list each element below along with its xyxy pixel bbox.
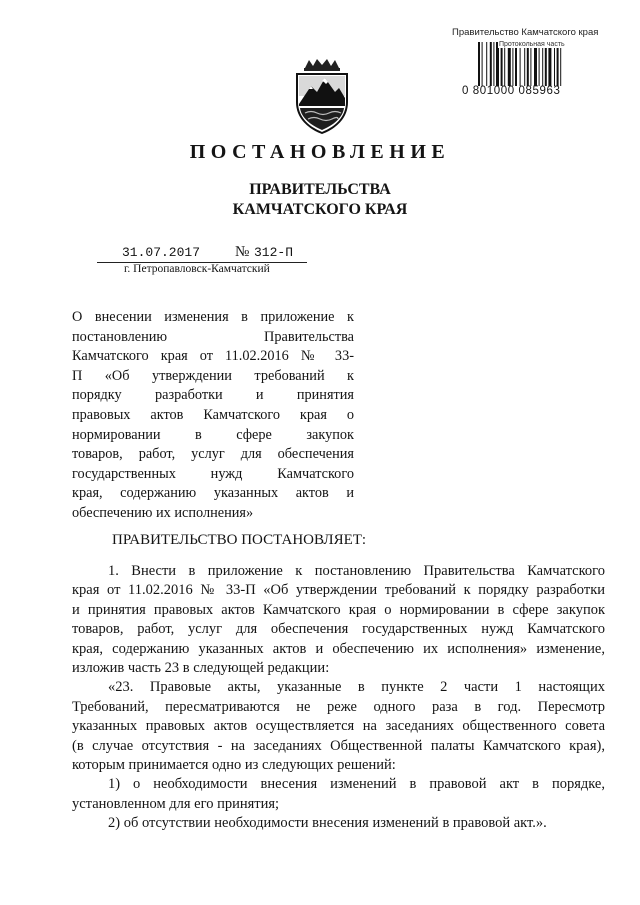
barcode-bar	[530, 42, 531, 86]
barcode-bar	[501, 42, 503, 86]
barcode-bar	[520, 42, 521, 86]
subject-line: государственных нужд Камчатского	[72, 465, 354, 482]
barcode-bar	[545, 42, 547, 86]
barcode-bar	[515, 42, 517, 86]
barcode-bar	[534, 42, 537, 86]
body-line: края, содержанию указанных актов и обеспечению их исполнения» изменение,	[72, 640, 605, 657]
organization-line-2: КАМЧАТСКОГО КРАЯ	[232, 201, 408, 218]
body-line: которым принимается одно из следующих решений:	[72, 757, 396, 774]
subject-line: товаров, работ, услуг для обеспечения	[72, 446, 354, 463]
body-line: «23. Правовые акты, указанные в пункте 2 части 1 настоящих	[108, 679, 605, 696]
document-type: ПОСТАНОВЛЕНИЕ	[189, 141, 451, 163]
body-line: 2) об отсутствии необходимости внесения изменений в правовой акт.».	[108, 815, 547, 832]
body-line: 1. Внести в приложение к постановлению Правительства Камчатского	[108, 563, 605, 579]
subject-line: О внесении изменения в приложение к	[72, 309, 354, 325]
barcode-bar	[560, 42, 561, 86]
subject-line: Камчатского края от 11.02.2016 № 33-	[72, 348, 354, 365]
barcode-bar	[554, 42, 555, 86]
document-date: 31.07.2017	[121, 245, 200, 260]
number-sign: №	[235, 244, 250, 260]
body-line: изложив часть 23 в следующей редакции:	[72, 660, 330, 677]
body-line: (в случае отсутствия - на заседаниях Общественной палаты Камчатского края),	[72, 737, 605, 754]
body-line: и принятия правовых актов Камчатского края о нормировании в сфере закупок	[72, 601, 605, 618]
barcode-bar	[496, 42, 499, 86]
subject-line: обеспечению их исполнения»	[72, 504, 254, 521]
document-subject	[72, 308, 354, 524]
document-body	[72, 562, 605, 834]
stamp-subtitle: Протокольная часть	[499, 41, 565, 48]
barcode-bar	[542, 42, 543, 86]
body-line: установленном для его принятия;	[72, 795, 280, 812]
barcode-bar	[490, 42, 492, 86]
body-line: товаров, работ, услуг для обеспечения государственных нужд Камчатского	[72, 621, 605, 638]
subject-line: нормировании в сфере закупок	[72, 426, 354, 443]
stamp-title: Правительство Камчатского края	[452, 27, 599, 38]
body-line: Требований, пересматриваются не реже одного раза в год. Пересмотр	[72, 698, 605, 715]
barcode-bar	[482, 42, 483, 86]
barcode-bar	[493, 42, 494, 86]
body-line: указанных правовых актов осуществляется на заседаниях общественного совета	[72, 718, 605, 735]
subject-line: П «Об утверждении требований к	[72, 367, 354, 384]
body-line: 1) о необходимости внесения изменений в правовой акт в порядке,	[108, 776, 605, 793]
barcode-number: 0 801000 085963	[462, 85, 561, 97]
subject-line: порядку разработки и принятия	[72, 387, 354, 404]
subject-line: правовых актов Камчатского края о	[72, 406, 354, 423]
city: г. Петропавловск-Камчатский	[124, 263, 270, 275]
organization-line-1: ПРАВИТЕЛЬСТВА	[249, 181, 391, 198]
subject-line: края, содержанию указанных актов и	[72, 485, 354, 502]
body-line: края от 11.02.2016 № 33-П «Об утверждении требований к порядку разработки	[72, 582, 605, 599]
barcode-bar	[504, 42, 505, 86]
decree-heading: ПРАВИТЕЛЬСТВО ПОСТАНОВЛЯЕТ:	[112, 532, 367, 548]
barcode-bar	[539, 42, 540, 86]
barcode-bar	[548, 42, 551, 86]
barcode-bar	[557, 42, 559, 86]
barcode-bar	[512, 42, 513, 86]
organization-name	[0, 180, 640, 220]
barcode-bar	[527, 42, 529, 86]
coat-of-arms-icon	[291, 58, 353, 134]
barcode-bar	[478, 42, 480, 86]
barcode-bar	[524, 42, 525, 86]
document-number: 312-П	[254, 245, 294, 260]
barcode-bar	[486, 42, 487, 86]
barcode-bar	[508, 42, 511, 86]
barcode	[478, 42, 606, 86]
subject-line: постановлению Правительства	[72, 328, 354, 345]
